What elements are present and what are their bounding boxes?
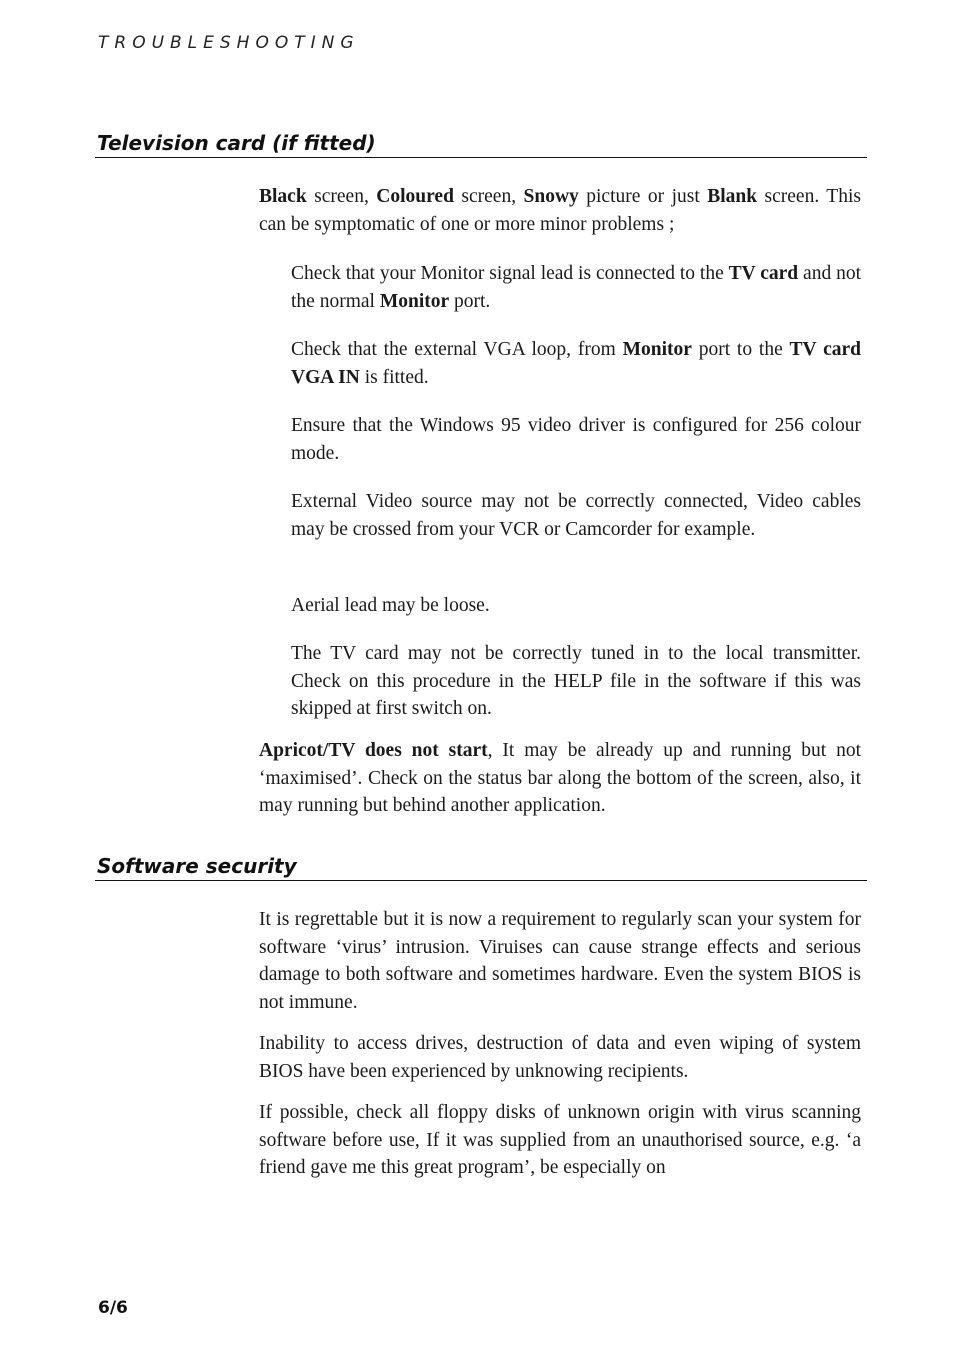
page-number: 6/6 [98, 1298, 128, 1318]
security-paragraph-3: If possible, check all floppy disks of unknown origin with virus scanning software before use, If it was supplied from an unauthorised source, e.g. ‘a friend gave me this great program’, be especially on [259, 1102, 861, 1178]
running-head: TROUBLESHOOTING [98, 33, 360, 53]
check-external-video: External Video source may not be correctly connected, Video cables may be crossed from your VCR or Camcorder for example. [291, 491, 861, 540]
apricot-tv-not-start: Apricot/TV does not start, It may be already up and running but not ‘maximised’. Check on the status bar along the bottom of the screen, also, it may running but behind another application. [259, 740, 861, 816]
section-heading-television-card: Television card (if fitted) [95, 130, 867, 158]
tv-symptoms-intro: Black screen, Coloured screen, Snowy picture or just Blank screen. This can be symptomatic of one or more minor problems ; [259, 186, 861, 235]
bold-blank: Blank [707, 186, 758, 207]
security-paragraph-2: Inability to access drives, destruction of data and even wiping of system BIOS have been experienced by unknowing recipients. [259, 1033, 861, 1082]
bold-black: Black [259, 186, 307, 207]
bold-snowy: Snowy [523, 186, 579, 207]
bold-coloured: Coloured [376, 186, 454, 207]
check-aerial-lead: Aerial lead may be loose. [291, 595, 490, 616]
check-tv-tuning: The TV card may not be correctly tuned in to the local transmitter. Check on this procedure in the HELP file in the software if this was skipped at first switch on. [291, 643, 861, 719]
check-vga-loop: Check that the external VGA loop, from Monitor port to the TV card VGA IN is fitted. [291, 339, 861, 388]
check-monitor-lead: Check that your Monitor signal lead is connected to the TV card and not the normal Monitor port. [291, 263, 861, 312]
check-video-driver: Ensure that the Windows 95 video driver is configured for 256 colour mode. [291, 415, 861, 464]
section-heading-software-security: Software security [95, 853, 867, 881]
security-paragraph-1: It is regrettable but it is now a requirement to regularly scan your system for software ‘virus’ intrusion. Viruises can cause strange effects and serious damage to both software and sometimes hardware. Even the system BIOS is not immune. [259, 909, 861, 1013]
